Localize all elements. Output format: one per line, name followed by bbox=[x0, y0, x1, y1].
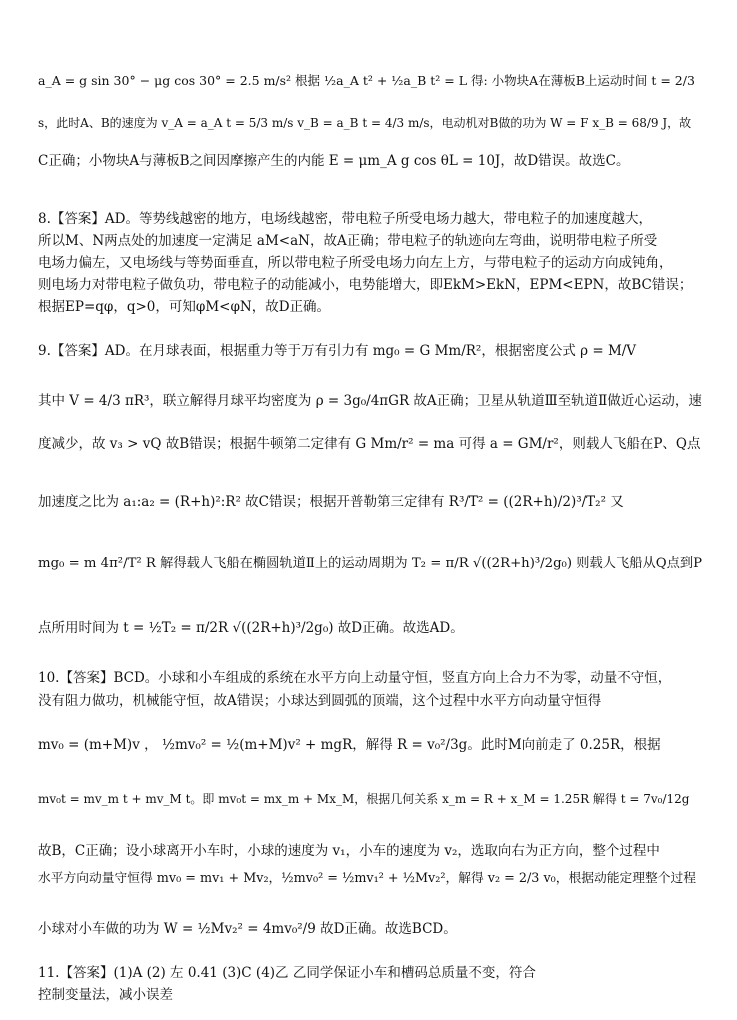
text-line: 控制变量法，减小误差 bbox=[38, 987, 173, 1003]
text-line: s，此时A、B的速度为 v_A = a_A t = 5/3 m/s v_B = a_B t = 4/3 m/s，电动机对B做的功为 W = F x_B = 68/9 J，故 bbox=[38, 116, 692, 130]
text-line: 电场力偏左，又电场线与等势面垂直，所以带电粒子所受电场力向左上方，与带电粒子的运动方向成钝角， bbox=[38, 255, 673, 271]
text-line: 9.【答案】AD。在月球表面，根据重力等于万有引力有 mg₀ = G Mm/R²，根据密度公式 ρ = M/V bbox=[38, 343, 637, 359]
text-line: 8.【答案】AD。等势线越密的地方，电场线越密，带电粒子所受电场力越大，带电粒子的加速度越大， bbox=[38, 211, 652, 227]
text-line: mv₀ = (m+M)v ， ½mv₀² = ½(m+M)v² + mgR，解得 R = v₀²/3g。此时M向前走了 0.25R，根据 bbox=[38, 737, 661, 753]
text-line: 点所用时间为 t = ½T₂ = π/2R √((2R+h)³/2g₀) 故D正确。故选AD。 bbox=[38, 620, 464, 636]
text-line: 其中 V = 4/3 πR³，联立解得月球平均密度为 ρ = 3g₀/4πGR 故A正确；卫星从轨道Ⅲ至轨道Ⅱ做近心运动，速 bbox=[38, 393, 702, 409]
text-line: 度减少，故 v₃ > vQ 故B错误；根据牛顿第二定律有 G Mm/r² = ma 可得 a = GM/r²，则载人飞船在P、Q点 bbox=[38, 436, 701, 452]
text-line: mv₀t = mv_m t + mv_M t。即 mv₀t = mx_m + Mx_M，根据几何关系 x_m = R + x_M = 1.25R 解得 t = 7v₀/12g bbox=[38, 792, 690, 806]
text-line: 小球对小车做的功为 W = ½Mv₂² = 4mv₀²/9 故D正确。故选BCD。 bbox=[38, 921, 457, 937]
text-line: a_A = g sin 30° − μg cos 30° = 2.5 m/s² 根据 ½a_A t² + ½a_B t² = L 得: 小物块A在薄板B上运动时间 t = 2/3 bbox=[38, 73, 695, 88]
text-line: 加速度之比为 a₁:a₂ = (R+h)²:R² 故C错误；根据开普勒第三定律有 R³/T² = ((2R+h)/2)³/T₂² 又 bbox=[38, 494, 624, 510]
text-line: 故B，C正确；设小球离开小车时，小球的速度为 v₁，小车的速度为 v₂，选取向右为正方向，整个过程中 bbox=[38, 843, 660, 859]
text-line: 10.【答案】BCD。小球和小车组成的系统在水平方向上动量守恒，竖直方向上合力不为零，动量不守恒， bbox=[38, 670, 672, 686]
text-line: 水平方向动量守恒得 mv₀ = mv₁ + Mv₂，½mv₀² = ½mv₁² + ½Mv₂²，解得 v₂ = 2/3 v₀，根据动能定理整个过程 bbox=[38, 871, 697, 886]
text-line: 则电场力对带电粒子做负功，带电粒子的动能减小，电势能增大，即EkM>EkN，EPM<EPN，故BC错误； bbox=[38, 277, 693, 293]
text-line: 没有阻力做功，机械能守恒，故A错误；小球达到圆弧的顶端，这个过程中水平方向动量守恒得 bbox=[38, 693, 602, 709]
text-line: C正确；小物块A与薄板B之间因摩擦产生的内能 E = μm_A g cos θL = 10J，故D错误。故选C。 bbox=[38, 153, 630, 169]
text-line: 11.【答案】(1)A (2) 左 0.41 (3)C (4)乙 乙同学保证小车和槽码总质量不变，符合 bbox=[38, 965, 536, 981]
text-line: 所以M、N两点处的加速度一定满足 aM<aN，故A正确；带电粒子的轨迹向左弯曲，说明带电粒子所受 bbox=[38, 233, 658, 249]
text-line: 根据EP=qφ，q>0，可知φM<φN，故D正确。 bbox=[38, 299, 331, 315]
text-line: mg₀ = m 4π²/T² R 解得载人飞船在椭圆轨道Ⅱ上的运动周期为 T₂ = π/R √((2R+h)³/2g₀) 则载人飞船从Q点到P bbox=[38, 556, 703, 571]
